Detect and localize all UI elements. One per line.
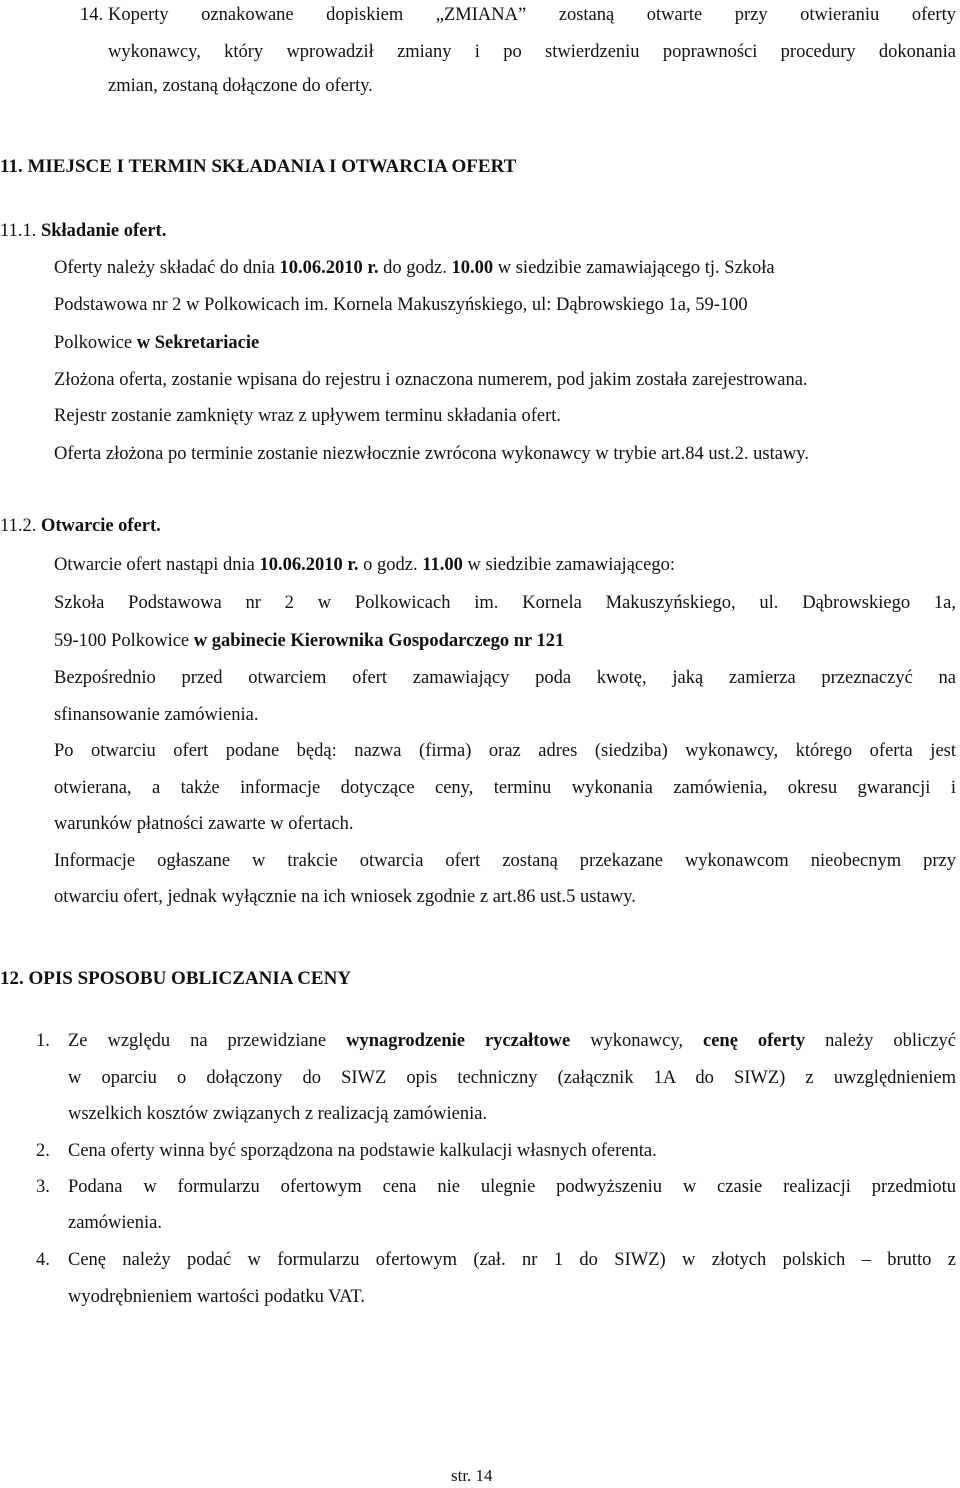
subsection-heading	[0, 515, 161, 537]
subsection-number: 11.1.	[0, 221, 37, 241]
text-run: do godz.	[378, 258, 452, 278]
paragraph-line: otwarciu ofert, jednak wyłącznie na ich wniosek zgodnie z art.86 ust.5 ustawy.	[54, 887, 636, 907]
subsection-title: Składanie ofert.	[40, 221, 167, 241]
list-item-line: Cenę należy podać w formularzu ofertowym (zał. nr 1 do SIWZ) w złotych polskich – brutto z	[68, 1250, 956, 1270]
paragraph-line	[54, 332, 259, 354]
time-value: 10.00	[451, 258, 494, 278]
paragraph-line: Podstawowa nr 2 w Polkowicach im. Kornela Makuszyńskiego, ul: Dąbrowskiego 1a, 59-100	[54, 295, 748, 315]
paragraph-line	[54, 630, 564, 652]
text-run: Otwarcie ofert nastąpi dnia	[54, 555, 260, 575]
text-run: w siedzibie zamawiającego tj. Szkoła	[493, 258, 775, 278]
list-item-line: Cena oferty winna być sporządzona na podstawie kalkulacji własnych oferenta.	[68, 1141, 657, 1161]
text-run: Oferty należy składać do dnia	[54, 258, 280, 278]
date-value: 10.06.2010 r.	[259, 555, 359, 575]
list-item-line: zamówienia.	[68, 1213, 162, 1233]
paragraph-line	[54, 554, 675, 576]
paragraph-line: Oferta złożona po terminie zostanie niezwłocznie zwrócona wykonawcy w trybie art.84 ust.2. ustawy.	[54, 444, 809, 464]
list-item-line: Podana w formularzu ofertowym cena nie ulegnie podwyższeniu w czasie realizacji przedmiotu	[68, 1177, 956, 1197]
location-value: w gabinecie Kierownika Gospodarczego nr 121	[193, 631, 565, 651]
list-item-line	[68, 1030, 956, 1052]
section-heading: 11. MIEJSCE I TERMIN SKŁADANIA I OTWARCIA OFERT	[0, 156, 517, 177]
text-run: należy obliczyć	[805, 1031, 956, 1051]
emphasis-text: wynagrodzenie ryczałtowe	[346, 1031, 571, 1051]
subsection-heading	[0, 220, 166, 242]
paragraph-line: Złożona oferta, zostanie wpisana do rejestru i oznaczona numerem, pod jakim została zarejestrowana.	[54, 370, 808, 390]
text-run: Polkowice	[54, 333, 137, 353]
time-value: 11.00	[422, 555, 463, 575]
section-heading: 12. OPIS SPOSOBU OBLICZANIA CENY	[0, 968, 352, 989]
location-value: w Sekretariacie	[136, 333, 260, 353]
list-item-number: 2.	[36, 1141, 50, 1161]
item-number: 14.	[80, 5, 104, 25]
paragraph-line: Po otwarciu ofert podane będą: nazwa (firma) oraz adres (siedziba) wykonawcy, którego oferta jest	[54, 741, 956, 761]
date-value: 10.06.2010 r.	[279, 258, 379, 278]
subsection-title: Otwarcie ofert.	[40, 516, 161, 536]
paragraph-line: otwierana, a także informacje dotyczące ceny, terminu wykonania zamówienia, okresu gwarancji i	[54, 778, 956, 798]
list-item-number: 1.	[36, 1031, 50, 1051]
page-number: str. 14	[451, 1466, 493, 1485]
paragraph-line: sfinansowanie zamówienia.	[54, 705, 259, 725]
paragraph-line: Rejestr zostanie zamknięty wraz z upływem terminu składania ofert.	[54, 406, 562, 426]
paragraph-line: Koperty oznakowane dopiskiem „ZMIANA” zostaną otwarte przy otwieraniu oferty	[108, 5, 956, 25]
paragraph-line: zmian, zostaną dołączone do oferty.	[108, 76, 373, 96]
paragraph-line: Szkoła Podstawowa nr 2 w Polkowicach im. Kornela Makuszyńskiego, ul. Dąbrowskiego 1a,	[54, 593, 956, 613]
text-run: w siedzibie zamawiającego:	[462, 555, 675, 575]
subsection-number: 11.2.	[0, 516, 37, 536]
list-item-number: 3.	[36, 1177, 50, 1197]
paragraph-line: Bezpośrednio przed otwarciem ofert zamawiający poda kwotę, jaką zamierza przeznaczyć na	[54, 668, 956, 688]
text-run: wykonawcy,	[570, 1031, 703, 1051]
text-run: Ze względu na przewidziane	[68, 1031, 347, 1051]
paragraph-line: wykonawcy, który wprowadził zmiany i po stwierdzeniu poprawności procedury dokonania	[108, 42, 956, 62]
paragraph-line: Informacje ogłaszane w trakcie otwarcia ofert zostaną przekazane wykonawcom nieobecnym przy	[54, 851, 956, 871]
text-run: o godz.	[358, 555, 423, 575]
list-item-number: 4.	[36, 1250, 50, 1270]
list-item-line: wyodrębnieniem wartości podatku VAT.	[68, 1287, 365, 1307]
emphasis-text: cenę oferty	[702, 1031, 806, 1051]
list-item-line: w oparciu o dołączony do SIWZ opis techniczny (załącznik 1A do SIWZ) z uwzględnieniem	[68, 1068, 956, 1088]
paragraph-line: warunków płatności zawarte w ofertach.	[54, 814, 354, 834]
text-run: 59-100 Polkowice	[54, 631, 194, 651]
list-item-line: wszelkich kosztów związanych z realizacją zamówienia.	[68, 1104, 488, 1124]
paragraph-line	[54, 257, 775, 279]
